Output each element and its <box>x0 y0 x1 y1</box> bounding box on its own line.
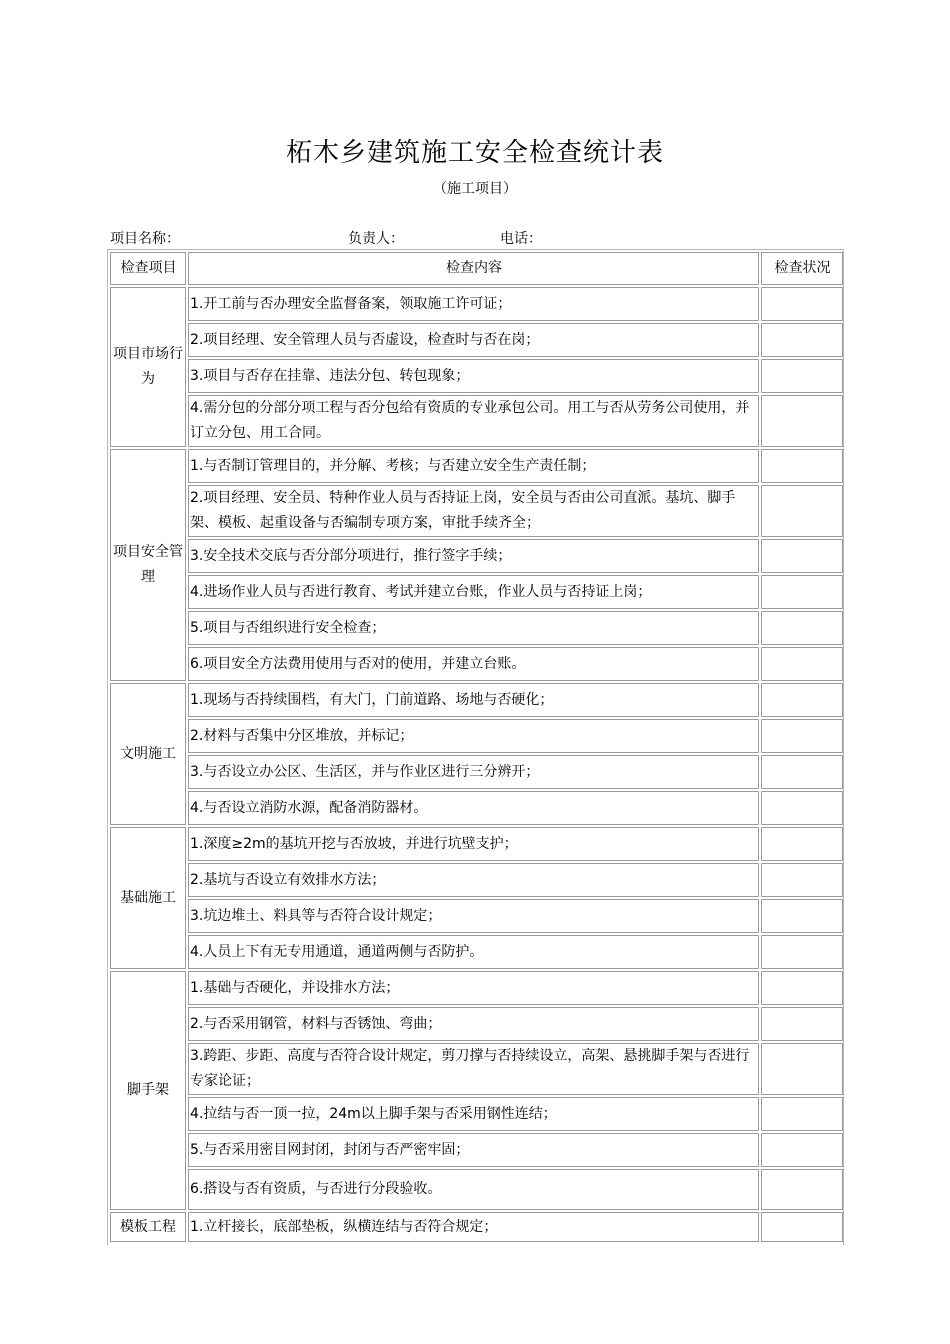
content-cell: 1.立杆接长，底部垫板，纵横连结与否符合规定； <box>188 1212 759 1242</box>
header-content: 检查内容 <box>188 252 759 285</box>
content-cell: 2.项目经理、安全管理人员与否虚设，检查时与否在岗； <box>188 323 759 357</box>
status-cell[interactable] <box>761 449 843 483</box>
status-cell[interactable] <box>761 827 843 861</box>
table-row <box>110 719 843 753</box>
status-cell[interactable] <box>761 1133 843 1167</box>
content-cell: 4.进场作业人员与否进行教育、考试并建立台账，作业人员与否持证上岗； <box>188 575 759 609</box>
status-cell[interactable] <box>761 1212 843 1242</box>
table-row <box>110 359 843 393</box>
content-cell: 1.基础与否硬化，并设排水方法； <box>188 971 759 1005</box>
table-row <box>110 1212 843 1242</box>
table-row <box>110 791 843 825</box>
table-row <box>110 1097 843 1131</box>
table-body <box>110 252 843 1242</box>
content-cell: 1.开工前与否办理安全监督备案，领取施工许可证； <box>188 287 759 321</box>
table-row <box>110 1169 843 1210</box>
table-row <box>110 971 843 1005</box>
content-cell: 4.拉结与否一顶一拉，24m以上脚手架与否采用钢性连结； <box>188 1097 759 1131</box>
status-cell[interactable] <box>761 899 843 933</box>
category-cell: 模板工程 <box>110 1212 186 1242</box>
table-row <box>110 575 843 609</box>
document-subtitle: （施工项目） <box>433 181 517 197</box>
status-cell[interactable] <box>761 575 843 609</box>
status-cell[interactable] <box>761 971 843 1005</box>
status-cell[interactable] <box>761 287 843 321</box>
table-row <box>110 449 843 483</box>
status-cell[interactable] <box>761 1007 843 1041</box>
status-cell[interactable] <box>761 719 843 753</box>
status-cell[interactable] <box>761 647 843 681</box>
status-cell[interactable] <box>761 755 843 789</box>
status-cell[interactable] <box>761 935 843 969</box>
status-cell[interactable] <box>761 485 843 537</box>
table-row <box>110 611 843 645</box>
document-title: 柘木乡建筑施工安全检查统计表 <box>285 138 664 168</box>
status-cell[interactable] <box>761 683 843 717</box>
table-row <box>110 647 843 681</box>
table-row <box>110 395 843 447</box>
content-cell: 1.现场与否持续围档，有大门，门前道路、场地与否硬化； <box>188 683 759 717</box>
content-cell: 4.需分包的分部分项工程与否分包给有资质的专业承包公司。用工与否从劳务公司使用，并订立分包、用工合同。 <box>188 395 759 447</box>
table-row <box>110 899 843 933</box>
inspection-table-frame <box>107 249 844 1245</box>
table-row <box>110 539 843 573</box>
content-cell: 3.与否设立办公区、生活区，并与作业区进行三分辨开； <box>188 755 759 789</box>
header-row <box>110 252 843 285</box>
table-row <box>110 827 843 861</box>
content-cell: 4.人员上下有无专用通道，通道两侧与否防护。 <box>188 935 759 969</box>
table-row <box>110 683 843 717</box>
table-row <box>110 323 843 357</box>
table-row <box>110 1043 843 1095</box>
table-row <box>110 485 843 537</box>
header-category: 检查项目 <box>110 252 186 285</box>
content-cell: 1.与否制订管理目的，并分解、考核；与否建立安全生产责任制； <box>188 449 759 483</box>
project-name-label: 项目名称： <box>110 231 180 247</box>
status-cell[interactable] <box>761 611 843 645</box>
content-cell: 2.与否采用钢管，材料与否锈蚀、弯曲； <box>188 1007 759 1041</box>
table-row <box>110 935 843 969</box>
content-cell: 2.材料与否集中分区堆放，并标记； <box>188 719 759 753</box>
status-cell[interactable] <box>761 1097 843 1131</box>
category-cell: 项目市场行为 <box>110 287 186 447</box>
content-cell: 3.坑边堆土、料具等与否符合设计规定； <box>188 899 759 933</box>
content-cell: 3.安全技术交底与否分部分项进行，推行签字手续； <box>188 539 759 573</box>
manager-label: 负责人： <box>348 231 404 247</box>
category-cell: 项目安全管理 <box>110 449 186 681</box>
status-cell[interactable] <box>761 323 843 357</box>
content-cell: 3.跨距、步距、高度与否符合设计规定，剪刀撑与否持续设立，高架、悬挑脚手架与否进行专家论证； <box>188 1043 759 1095</box>
status-cell[interactable] <box>761 791 843 825</box>
header-status: 检查状况 <box>761 252 843 285</box>
category-cell: 文明施工 <box>110 683 186 825</box>
status-cell[interactable] <box>761 359 843 393</box>
status-cell[interactable] <box>761 539 843 573</box>
table-row <box>110 755 843 789</box>
phone-label: 电话： <box>500 231 542 247</box>
inspection-table <box>108 250 844 1244</box>
status-cell[interactable] <box>761 863 843 897</box>
content-cell: 5.与否采用密目网封闭，封闭与否严密牢固； <box>188 1133 759 1167</box>
status-cell[interactable] <box>761 1169 843 1210</box>
content-cell: 4.与否设立消防水源，配备消防器材。 <box>188 791 759 825</box>
table-row <box>110 1133 843 1167</box>
category-cell: 脚手架 <box>110 971 186 1210</box>
content-cell: 5.项目与否组织进行安全检查； <box>188 611 759 645</box>
content-cell: 6.项目安全方法费用使用与否对的使用，并建立台账。 <box>188 647 759 681</box>
content-cell: 6.搭设与否有资质，与否进行分段验收。 <box>188 1169 759 1210</box>
status-cell[interactable] <box>761 1043 843 1095</box>
info-line <box>110 228 850 248</box>
content-cell: 3.项目与否存在挂靠、违法分包、转包现象； <box>188 359 759 393</box>
content-cell: 2.项目经理、安全员、特种作业人员与否持证上岗，安全员与否由公司直派。基坑、脚手架、模板、起重设备与否编制专项方案，审批手续齐全； <box>188 485 759 537</box>
table-row <box>110 1007 843 1041</box>
table-row <box>110 287 843 321</box>
category-cell: 基础施工 <box>110 827 186 969</box>
status-cell[interactable] <box>761 395 843 447</box>
content-cell: 2.基坑与否设立有效排水方法； <box>188 863 759 897</box>
table-row <box>110 863 843 897</box>
content-cell: 1.深度≥2m的基坑开挖与否放坡，并进行坑壁支护； <box>188 827 759 861</box>
